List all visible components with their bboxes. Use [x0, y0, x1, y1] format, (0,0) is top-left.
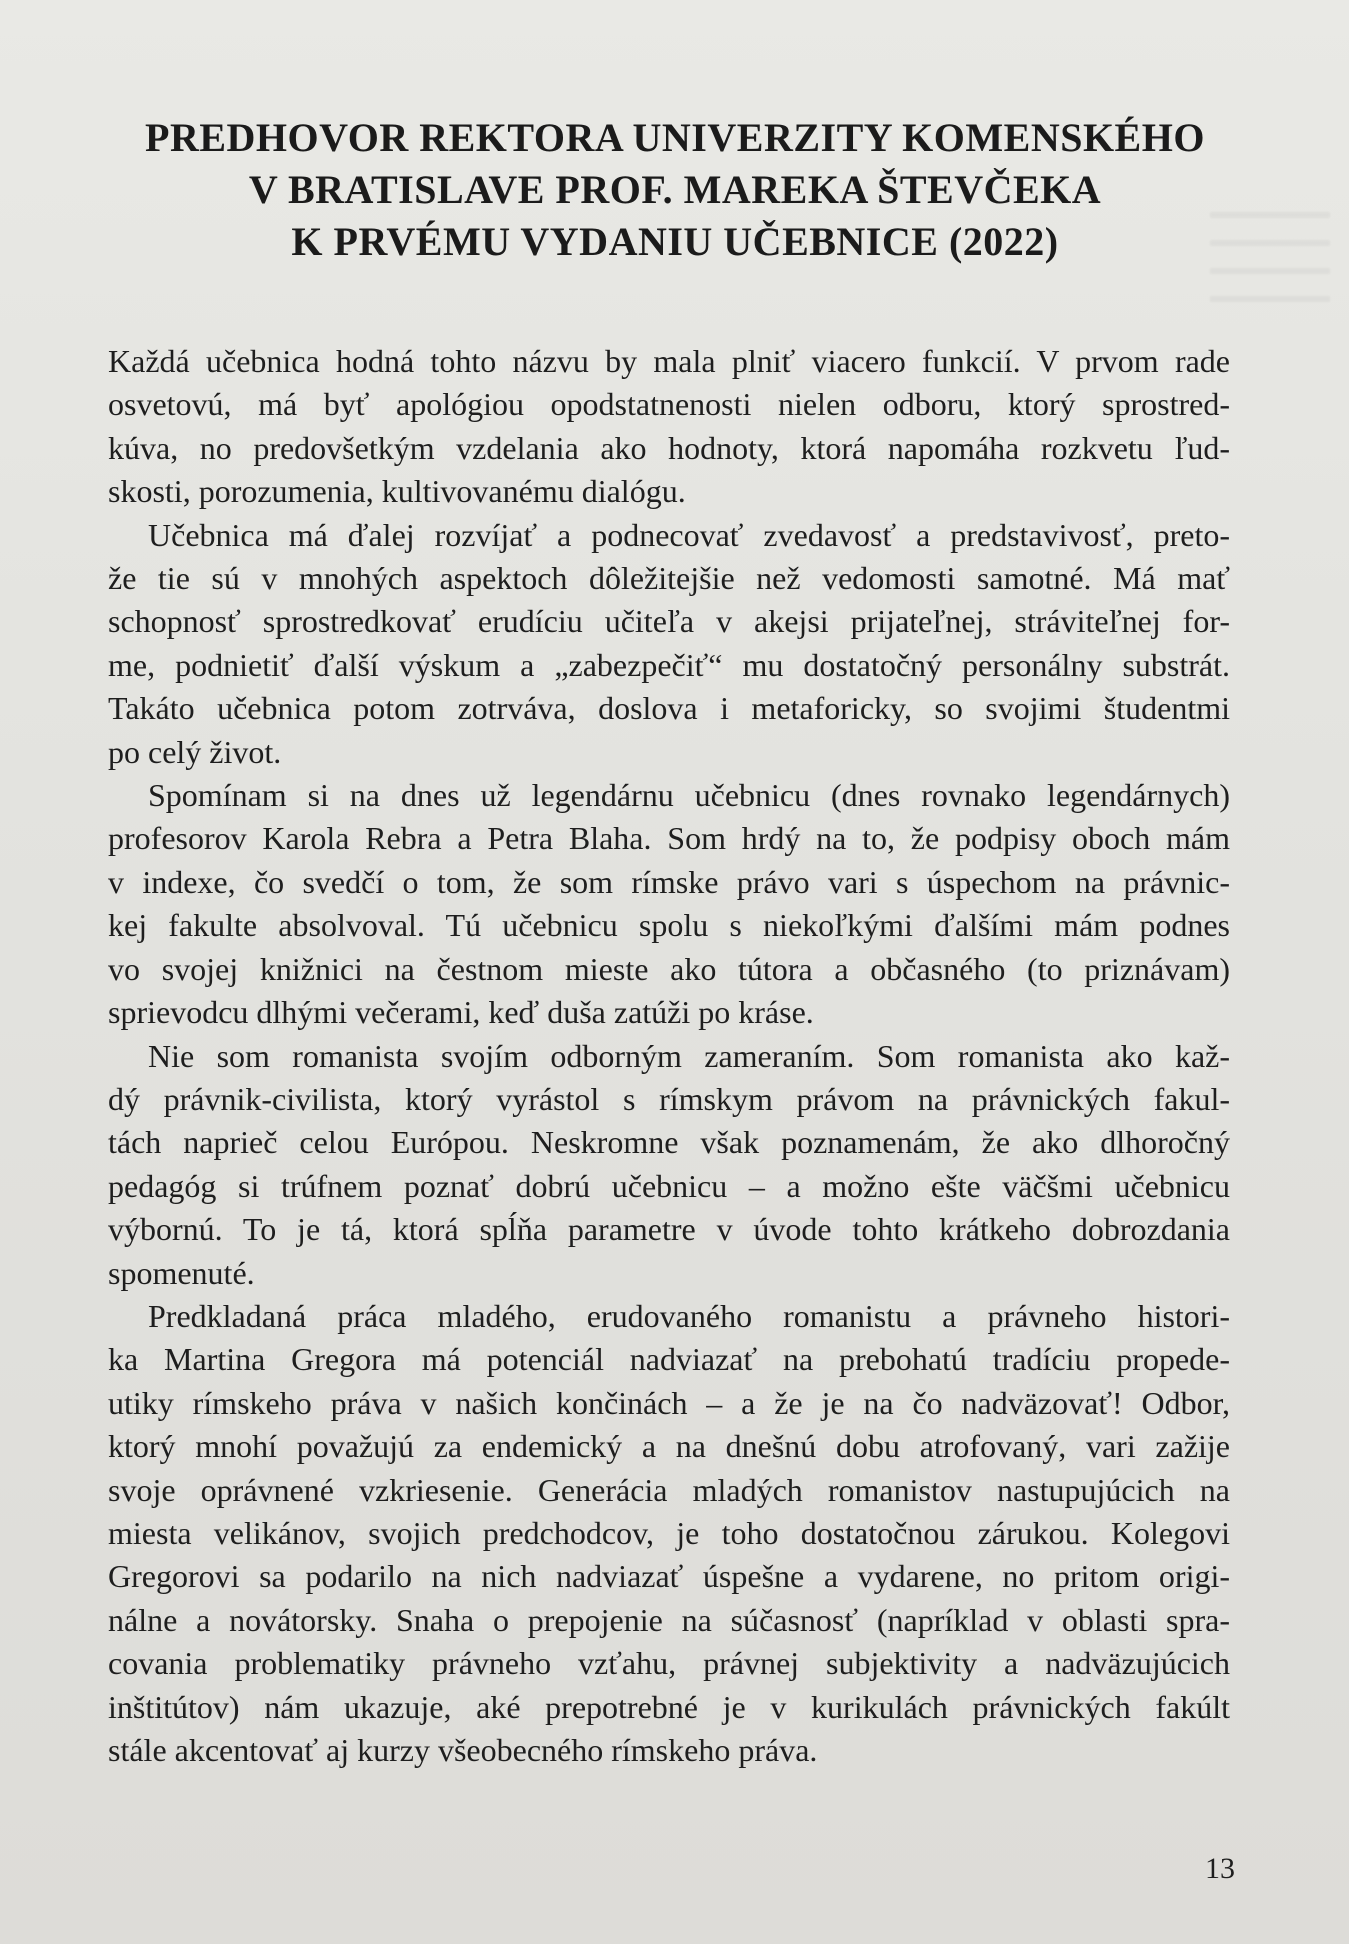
- paragraph-4: [108, 1035, 1230, 1295]
- text-line: utiky rímskeho práva v našich končinách – a že je na čo nadväzovať! Odbor,: [108, 1384, 1230, 1421]
- text-line: vo svojej knižnici na čestnom mieste ako tútora a občasného (to priznávam): [108, 950, 1230, 987]
- text-line: svoje oprávnené vzkriesenie. Generácia mladých romanistov nastupujúcich na: [108, 1471, 1230, 1508]
- text-line: kúva, no predovšetkým vzdelania ako hodnoty, ktorá napomáha rozkvetu ľud-: [108, 429, 1230, 466]
- text-line: tách naprieč celou Európou. Neskromne však poznamenám, že ako dlhoročný: [108, 1124, 1230, 1161]
- text-line: Gregorovi sa podarilo na nich nadviazať úspešne a vydarene, no pritom origi-: [108, 1558, 1230, 1595]
- text-line: Predkladaná práca mladého, erudovaného romanistu a právneho histori-: [148, 1297, 1230, 1334]
- title-line: K PRVÉMU VYDANIU UČEBNICE (2022): [291, 219, 1059, 264]
- text-line: Učebnica má ďalej rozvíjať a podnecovať zvedavosť a predstavivosť, preto-: [148, 516, 1230, 553]
- text-line: po celý život.: [108, 733, 282, 770]
- paragraph-3: [108, 774, 1230, 1034]
- paragraph-5: [108, 1295, 1230, 1772]
- text-line: Každá učebnica hodná tohto názvu by mala plniť viacero funkcií. V prvom rade: [108, 343, 1230, 379]
- body-text: [108, 340, 1230, 1772]
- text-line: dý právnik-civilista, ktorý vyrástol s rímskym právom na právnických fakul-: [108, 1080, 1230, 1117]
- paragraph-1: [108, 340, 1230, 514]
- text-line: ktorý mnohí považujú za endemický a na dnešnú dobu atrofovaný, vari zažije: [108, 1428, 1230, 1465]
- text-line: výbornú. To je tá, ktorá spĺňa parametre v úvode tohto krátkeho dobrozdania: [108, 1211, 1230, 1248]
- text-line: spomenuté.: [108, 1254, 255, 1291]
- text-line: Takáto učebnica potom zotrváva, doslova i metaforicky, so svojimi študentmi: [108, 690, 1230, 727]
- text-line: stále akcentovať aj kurzy všeobecného rímskeho práva.: [108, 1732, 818, 1768]
- text-line: me, podnietiť ďalší výskum a „zabezpečiť“ mu dostatočný personálny substrát.: [108, 646, 1230, 683]
- text-line: osvetovú, má byť apológiou opodstatnenosti nielen odboru, ktorý sprostred-: [108, 386, 1230, 423]
- text-line: pedagóg si trúfnem poznať dobrú učebnicu – a možno ešte väčšmi učebnicu: [108, 1167, 1230, 1204]
- paragraph-2: [108, 514, 1230, 774]
- text-line: kej fakulte absolvoval. Tú učebnicu spolu s niekoľkými ďalšími mám podnes: [108, 907, 1230, 944]
- text-line: miesta velikánov, svojich predchodcov, je toho dostatočnou zárukou. Kolegovi: [108, 1514, 1230, 1551]
- text-line: sprievodcu dlhými večerami, keď duša zatúži po kráse.: [108, 994, 814, 1031]
- page-title: [100, 112, 1250, 268]
- title-line: V BRATISLAVE PROF. MAREKA ŠTEVČEKA: [248, 167, 1102, 212]
- text-line: ka Martina Gregora má potenciál nadviazať na prebohatú tradíciu propede-: [108, 1341, 1230, 1378]
- text-line: Spomínam si na dnes už legendárnu učebnicu (dnes rovnako legendárnych): [148, 777, 1230, 814]
- text-line: inštitútov) nám ukazuje, aké prepotrebné je v kurikulách právnických fakúlt: [108, 1688, 1230, 1725]
- text-line: schopnosť sprostredkovať erudíciu učiteľa v akejsi prijateľnej, stráviteľnej for-: [108, 603, 1230, 640]
- text-line: Nie som romanista svojím odborným zameraním. Som romanista ako kaž-: [148, 1037, 1230, 1074]
- text-line: profesorov Karola Rebra a Petra Blaha. Som hrdý na to, že podpisy oboch mám: [108, 820, 1230, 857]
- page-number: 13: [1205, 1852, 1235, 1885]
- text-line: skosti, porozumenia, kultivovanému dialógu.: [108, 473, 686, 510]
- text-line: že tie sú v mnohých aspektoch dôležitejšie než vedomosti samotné. Má mať: [108, 560, 1230, 597]
- title-line: PREDHOVOR REKTORA UNIVERZITY KOMENSKÉHO: [145, 115, 1205, 160]
- text-line: covania problematiky právneho vzťahu, právnej subjektivity a nadväzujúcich: [108, 1645, 1230, 1682]
- text-line: v indexe, čo svedčí o tom, že som rímske právo vari s úspechom na právnic-: [108, 863, 1230, 900]
- text-line: nálne a novátorsky. Snaha o prepojenie na súčasnosť (napríklad v oblasti spra-: [108, 1601, 1230, 1638]
